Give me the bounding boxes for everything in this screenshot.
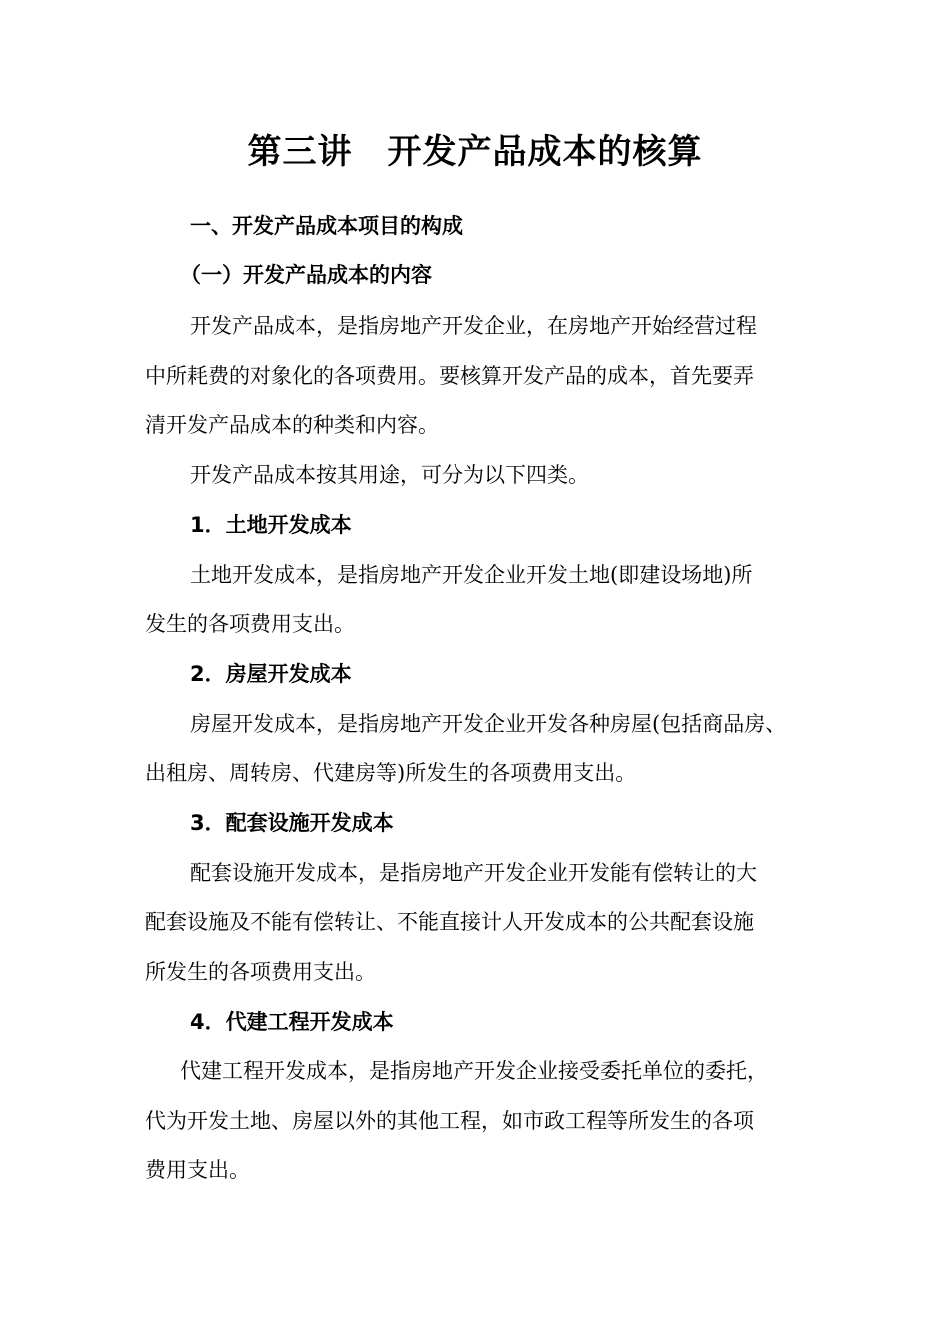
paragraph-line: 房屋开发成本，是指房地产开发企业开发各种房屋(包括商品房、: [190, 712, 787, 736]
paragraph-line: 土地开发成本，是指房地产开发企业开发土地(即建设场地)所: [190, 563, 753, 587]
paragraph-line: 配套设施及不能有偿转让、不能直接计人开发成本的公共配套设施: [145, 910, 754, 934]
paragraph-line: 费用支出。: [145, 1158, 250, 1182]
item-heading: 1．土地开发成本: [190, 513, 352, 537]
paragraph-line: 出租房、周转房、代建房等)所发生的各项费用支出。: [145, 761, 637, 785]
paragraph-line: 发生的各项费用支出。: [145, 612, 355, 636]
paragraph-line: 代建工程开发成本，是指房地产开发企业接受委托单位的委托，: [180, 1059, 768, 1083]
paragraph-line: 代为开发土地、房屋以外的其他工程，如市政工程等所发生的各项: [145, 1109, 754, 1133]
item-heading: 3．配套设施开发成本: [190, 811, 394, 835]
paragraph-line: 开发产品成本按其用途，可分为以下四类。: [190, 463, 589, 487]
section-heading: 一、开发产品成本项目的构成: [190, 214, 463, 238]
paragraph-line: 开发产品成本，是指房地产开发企业，在房地产开始经营过程: [190, 314, 757, 338]
paragraph-line: 配套设施开发成本，是指房地产开发企业开发能有偿转让的大: [190, 861, 757, 885]
subsection-heading: （一）开发产品成本的内容: [180, 263, 432, 287]
paragraph-line: 清开发产品成本的种类和内容。: [145, 413, 439, 437]
page-title: 第三讲 开发产品成本的核算: [247, 132, 703, 172]
paragraph-line: 中所耗费的对象化的各项费用。要核算开发产品的成本，首先要弄: [145, 364, 754, 388]
paragraph-line: 所发生的各项费用支出。: [145, 960, 376, 984]
item-heading: 4．代建工程开发成本: [190, 1010, 394, 1034]
item-heading: 2．房屋开发成本: [190, 662, 352, 686]
